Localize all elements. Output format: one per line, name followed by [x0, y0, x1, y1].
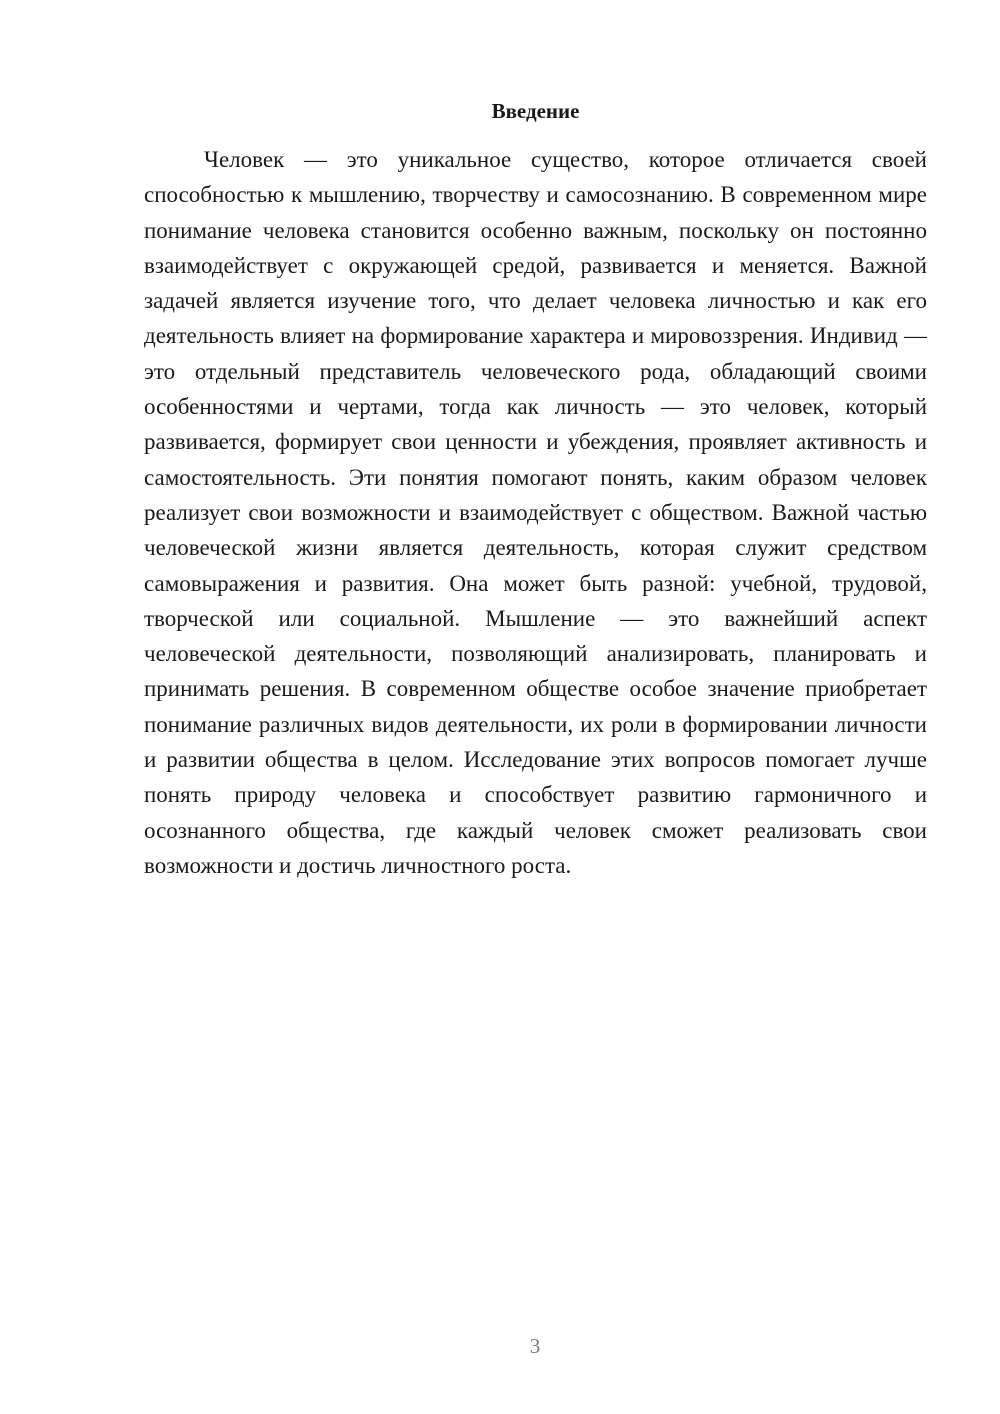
page-number: 3 [529, 1334, 541, 1358]
section-heading: Введение [491, 99, 580, 123]
body-paragraph: Человек — это уникальное существо, которое отличается своей способностью к мышлению, творчеству и самосознанию. В современном мире понимание человека становится особенно важным, поскольку он постоянно взаимодействует с окружающей средой, развивается и меняется. Важной задачей является изучение того, что делает человека личностью и как его деятельность влияет на формирование характера и мировоззрения. Индивид — это отдельный представитель человеческого рода, обладающий своими особенностями и чертами, тогда как личность — это человек, который развивается, формирует свои ценности и убеждения, проявляет активность и самостоятельность. Эти понятия помогают понять, каким образом человек реализует свои возможности и взаимодействует с обществом. Важной частью человеческой жизни является деятельность, которая служит средством самовыражения и развития. Она может быть разной: учебной, трудовой, творческой или социальной. Мышление — это важнейший аспект человеческой деятельности, позволяющий анализировать, планировать и принимать решения. В современном обществе особое значение приобретает понимание различных видов деятельности, их роли в формировании личности и развитии общества в целом. Исследование этих вопросов помогает лучше понять природу человека и способствует развитию гармоничного и осознанного общества, где каждый человек сможет реализовать свои возможности и достичь личностного роста. [144, 147, 927, 878]
